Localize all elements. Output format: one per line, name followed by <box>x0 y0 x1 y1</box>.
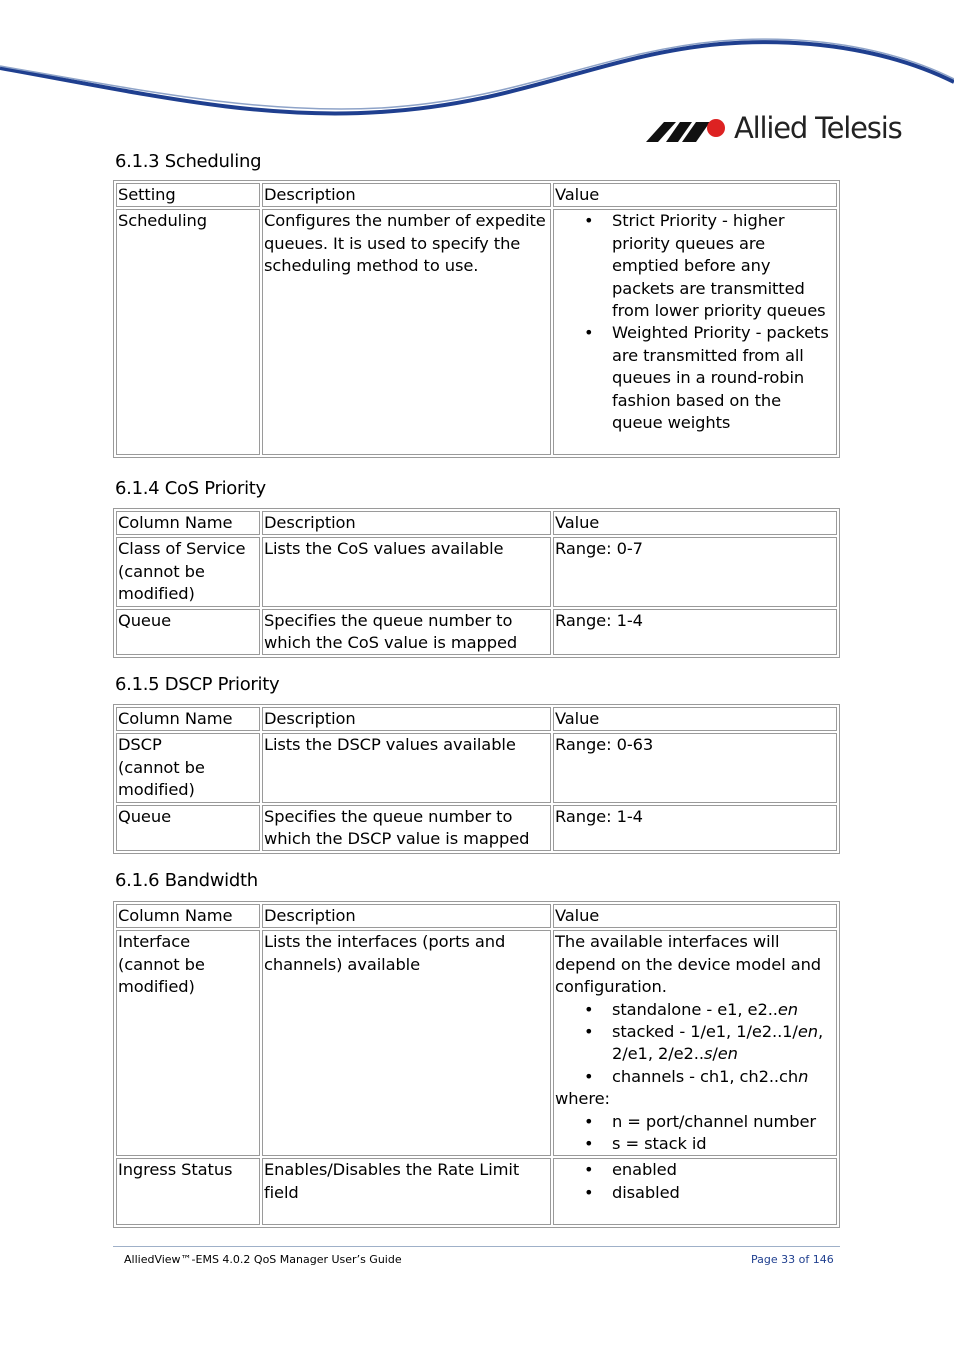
list-item: • Strict Priority - higher priority queues are emptied before any packets are transmitted from lower priority queues <box>555 210 835 322</box>
cell-description: Specifies the queue number to which the CoS value is mapped <box>262 609 551 656</box>
header-cell-value: Value <box>553 511 837 535</box>
header-cell-description: Description <box>262 183 551 207</box>
cell-column-name <box>116 733 260 802</box>
logo-text: Allied Telesis <box>734 110 902 145</box>
value-list <box>555 1159 835 1204</box>
section-title-bandwidth: 6.1.6 Bandwidth <box>115 870 258 891</box>
list-item: • enabled <box>555 1159 835 1181</box>
item-text: channels - ch1, ch2..ch <box>612 1066 799 1086</box>
item-text: stacked - 1/e1, 1/e2..1/ <box>612 1022 798 1042</box>
item-italic: s <box>703 1044 713 1064</box>
header-cell-description: Description <box>262 511 551 535</box>
header-cell-column-name: Column Name <box>116 707 260 731</box>
table-row <box>116 733 837 802</box>
table-row <box>116 609 837 656</box>
cell-column-name: Queue <box>116 609 260 656</box>
cell-column-name: Ingress Status <box>116 1158 260 1225</box>
cell-column-name: Queue <box>116 805 260 852</box>
cell-value: Range: 1-4 <box>553 805 837 852</box>
table-row <box>116 537 837 606</box>
footer-document-title: AlliedView™-EMS 4.0.2 QoS Manager User’s Guide <box>124 1253 402 1266</box>
table-header-row <box>116 707 837 731</box>
item-italic: en <box>797 1022 818 1042</box>
item-italic: n <box>798 1066 809 1086</box>
table-row <box>116 930 837 1156</box>
list-item <box>555 999 835 1021</box>
allied-telesis-logo-mark-icon <box>646 114 726 142</box>
list-item: • s = stack id <box>555 1133 835 1155</box>
where-list <box>555 1111 835 1156</box>
footer-divider <box>113 1246 840 1247</box>
cell-description: Lists the DSCP values available <box>262 733 551 802</box>
list-item: • Weighted Priority - packets are transmitted from all queues in a round-robin fashion based on the queue weights <box>555 322 835 434</box>
cell-name-line: Interface <box>118 932 190 952</box>
cell-setting: Scheduling <box>116 209 260 455</box>
cell-name-line: (cannot be modified) <box>118 757 205 800</box>
header-cell-description: Description <box>262 707 551 731</box>
item-text: , 2/e1, 2/e2.. <box>612 1022 824 1064</box>
cell-description: Lists the CoS values available <box>262 537 551 606</box>
item-italic: en <box>717 1044 738 1064</box>
cell-description: Specifies the queue number to which the DSCP value is mapped <box>262 805 551 852</box>
cell-description: Configures the number of expedite queues. It is used to specify the scheduling method to use. <box>262 209 551 455</box>
cell-column-name: Class of Service (cannot be modified) <box>116 537 260 606</box>
cell-value: Range: 1-4 <box>553 609 837 656</box>
header-cell-value: Value <box>553 904 837 928</box>
list-item: • disabled <box>555 1182 835 1204</box>
cell-name-line: (cannot be modified) <box>118 954 205 997</box>
cell-description: Enables/Disables the Rate Limit field <box>262 1158 551 1225</box>
section-title-cos-priority: 6.1.4 CoS Priority <box>115 478 266 499</box>
scheduling-table <box>113 180 840 458</box>
list-item <box>555 1021 835 1066</box>
header-cell-description: Description <box>262 904 551 928</box>
item-text: / <box>712 1044 718 1064</box>
footer-page-number: Page 33 of 146 <box>751 1253 834 1266</box>
cell-name-line: DSCP <box>118 735 162 755</box>
cell-description: Lists the interfaces (ports and channels) available <box>262 930 551 1156</box>
cell-value <box>553 209 837 455</box>
header-cell-value: Value <box>553 707 837 731</box>
item-text: standalone - e1, e2.. <box>612 999 778 1019</box>
list-item: • n = port/channel number <box>555 1111 835 1133</box>
header-cell-setting: Setting <box>116 183 260 207</box>
value-intro: The available interfaces will depend on the device model and configuration. <box>555 932 822 997</box>
cell-value <box>553 1158 837 1225</box>
header-cell-column-name: Column Name <box>116 511 260 535</box>
where-label: where: <box>555 1089 610 1109</box>
cell-value <box>553 930 837 1156</box>
cell-value: Range: 0-7 <box>553 537 837 606</box>
table-row <box>116 1158 837 1225</box>
allied-telesis-logo <box>646 108 901 148</box>
bandwidth-table <box>113 901 840 1228</box>
cos-priority-table <box>113 508 840 658</box>
section-title-dscp-priority: 6.1.5 DSCP Priority <box>115 674 280 695</box>
table-header-row <box>116 904 837 928</box>
table-header-row <box>116 183 837 207</box>
cell-column-name <box>116 930 260 1156</box>
cell-value: Range: 0-63 <box>553 733 837 802</box>
list-item <box>555 1066 835 1088</box>
table-row <box>116 209 837 455</box>
table-header-row <box>116 511 837 535</box>
section-title-scheduling: 6.1.3 Scheduling <box>115 151 262 172</box>
value-list <box>555 210 835 434</box>
table-row <box>116 805 837 852</box>
item-italic: en <box>777 999 799 1019</box>
dscp-priority-table <box>113 704 840 854</box>
header-cell-value: Value <box>553 183 837 207</box>
header-cell-column-name: Column Name <box>116 904 260 928</box>
interface-list <box>555 999 835 1089</box>
